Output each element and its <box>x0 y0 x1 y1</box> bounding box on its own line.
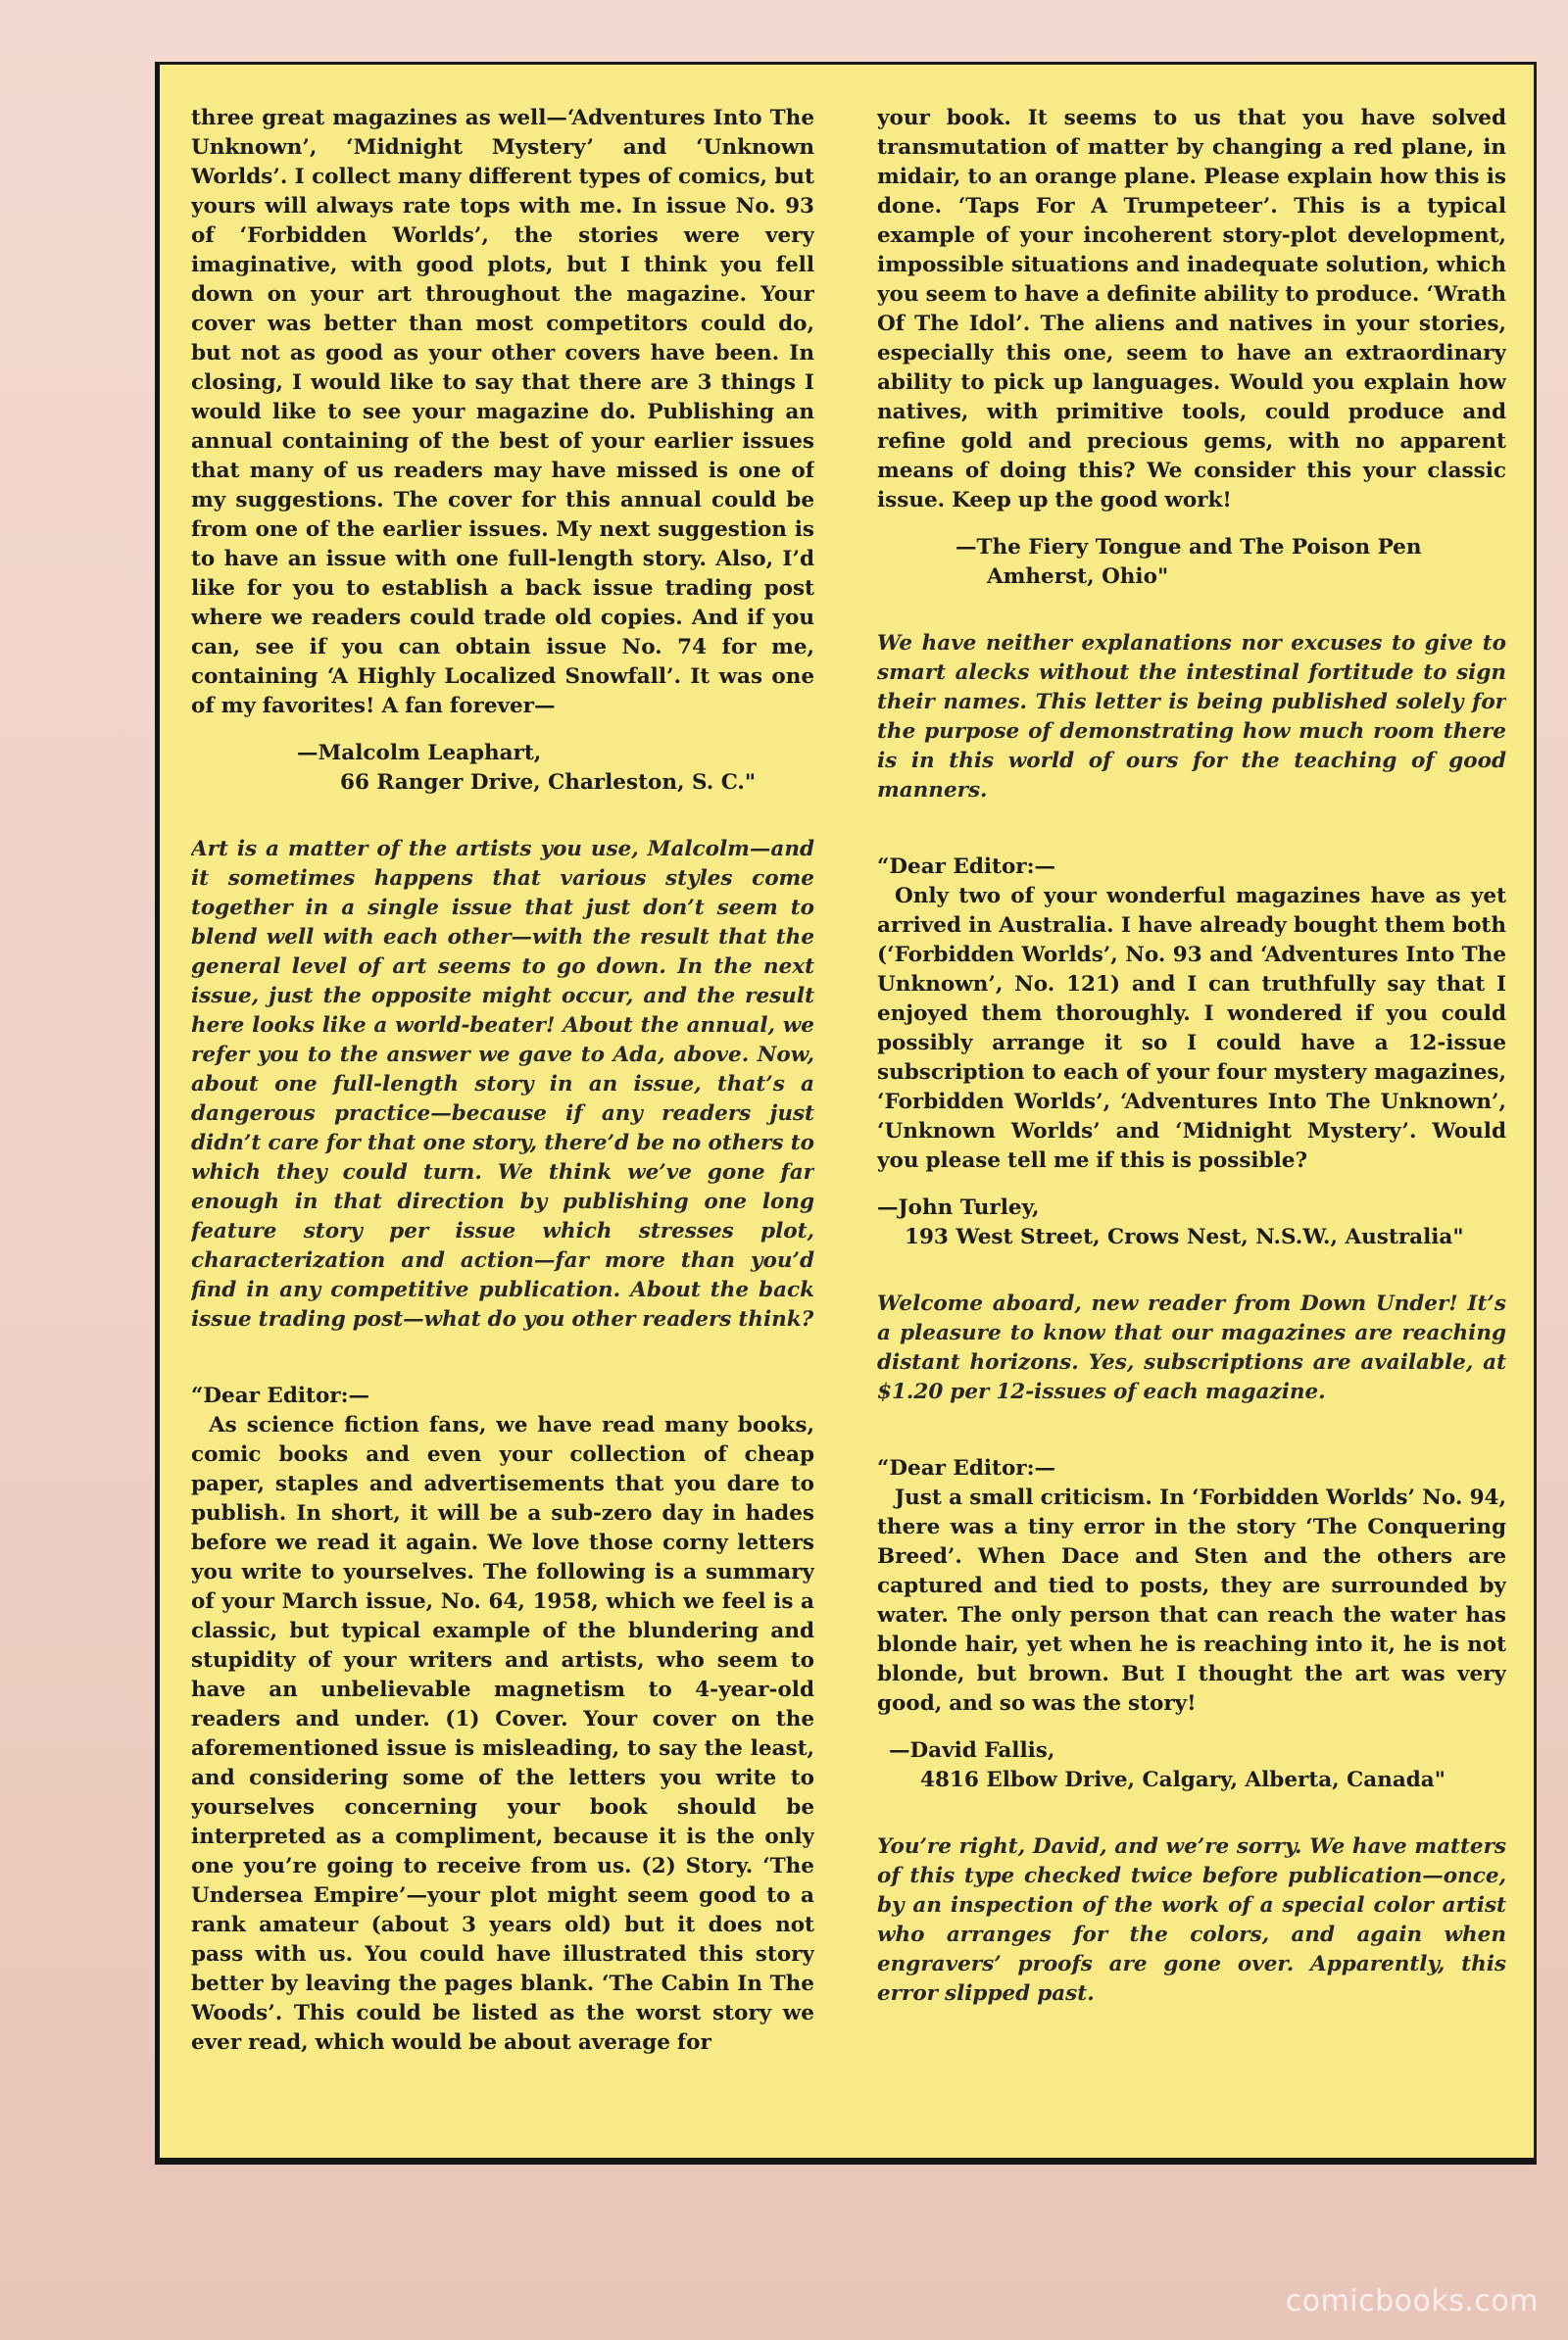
letter-greeting: “Dear Editor:— <box>191 1384 370 1408</box>
spacer <box>191 1335 814 1382</box>
spacer <box>877 1795 1506 1832</box>
spacer <box>877 592 1506 629</box>
letter-greeting: “Dear Editor:— <box>877 1456 1056 1481</box>
left-column <box>191 104 814 2138</box>
signature-address: 4816 Elbow Drive, Calgary, Alberta, Canada" <box>920 1768 1446 1792</box>
signature-name: —John Turley, <box>877 1195 1040 1220</box>
signature-name: —The Fiery Tongue and The Poison Pen <box>956 535 1422 560</box>
letter-text: Only two of your wonderful magazines have as yet arrived in Australia. I have already bought them both (‘Forbidden Worlds’, No. 93 and ‘Adventures Into The Unknown’, No. 121) and I can truthfully say that I enjoyed them thoroughly. I wondered if you could possibly arrange it so I could have a 12-issue subscription to each of your four mystery magazines, ‘Forbidden Worlds’, ‘Adventures Into The Unknown’, ‘Unknown Worlds’ and ‘Midnight Mystery’. Would you please tell me if this is possible? <box>877 884 1506 1173</box>
signature-address: Amherst, Ohio" <box>987 564 1169 589</box>
editor-reply: Art is a matter of the artists you use, Malcolm—and it sometimes happens that various styles come together in a single issue that just don’t seem to blend well with each other—with the result that the general level of art seems to go down. In the next issue, just the opposite might occur, and the result here looks like a world-beater! About the annual, we refer you to the answer we gave to Ada, above. Now, about one full-length story in an issue, that’s a dangerous practice—because if any readers just didn’t care for that one story, there’d be no others to which they could turn. We think we’ve gone far enough in that direction by publishing one long feature story per issue which stresses plot, characterization and action—far more than you’d find in any competitive publication. About the back issue trading post—what do you other readers think? <box>191 837 814 1332</box>
spacer <box>877 515 1506 533</box>
spacer <box>877 1176 1506 1194</box>
letter-greeting: “Dear Editor:— <box>877 854 1056 879</box>
spacer <box>877 805 1506 853</box>
spacer <box>191 798 814 835</box>
letter-signature <box>191 739 814 798</box>
letter-text: As science fiction fans, we have read many books, comic books and even your collection of cheap paper, staples and advertisements that you dare to publish. In short, it will be a sub-zero day in hades before we read it again. We love those corny letters you write to yourselves. The following is a summary of your March issue, No. 64, 1958, which we feel is a classic, but typical example of the blundering and stupidity of your writers and artists, who seem to have an unbelievable magnetism to 4-year-old readers and under. (1) Cover. Your cover on the aforementioned issue is misleading, to say the least, and considering some of the letters you write to yourselves concerning your book should be interpreted as a compliment, because it is the only one you’re going to receive from us. (2) Story. ‘The Undersea Empire’—your plot might seem good to a rank amateur (about 3 years old) but it does not pass with us. You could have illustrated this story better by leaving the pages blank. ‘The Cabin In The Woods’. This could be listed as the worst story we ever read, which would be about average for <box>191 1413 814 2055</box>
signature-name: —Malcolm Leaphart, <box>297 741 542 765</box>
letter-signature <box>877 1194 1506 1252</box>
letter-signature <box>877 533 1506 592</box>
letter-text: three great magazines as well—‘Adventures Into The Unknown’, ‘Midnight Mystery’ and ‘Unknown Worlds’. I collect many different types of comics, but yours will always rate tops with me. In issue No. 93 of ‘Forbidden Worlds’, the stories were very imaginative, with good plots, but I think you fell down on your art throughout the magazine. Your cover was better than most competitors could do, but not as good as your other covers have been. In closing, I would like to say that there are 3 things I would like to see your magazine do. Publishing an annual containing of the best of your earlier issues that many of us readers may have missed is one of my suggestions. The cover for this annual could be from one of the earlier issues. My next suggestion is to have an issue with one full-length story. Also, I’d like for you to establish a back issue trading post where we readers could trade old copies. And if you can, see if you can obtain issue No. 74 for me, containing ‘A Highly Localized Snowfall’. It was one of my favorites! A fan forever— <box>191 106 814 718</box>
signature-name: —David Fallis, <box>889 1738 1055 1763</box>
editor-reply: You’re right, David, and we’re sorry. We have matters of this type checked twice before publication—once, by an inspection of the work of a special color artist who arranges for the colors, and again when engravers’ proofs are gone over. Apparently, this error slipped past. <box>877 1834 1506 2006</box>
spacer <box>877 1719 1506 1736</box>
spacer <box>877 1252 1506 1290</box>
spacer <box>191 721 814 739</box>
signature-address: 66 Ranger Drive, Charleston, S. C." <box>340 770 757 795</box>
right-column <box>877 104 1506 2138</box>
spacer <box>877 1407 1506 1454</box>
editor-reply: Welcome aboard, new reader from Down Under! It’s a pleasure to know that our magazines are reaching distant horizons. Yes, subscriptions are available, at $1.20 per 12-issues of each magazine. <box>877 1292 1506 1404</box>
letter-text: Just a small criticism. In ‘Forbidden Worlds’ No. 94, there was a tiny error in the story ‘The Conquering Breed’. When Dace and Sten and the others are captured and tied to posts, they are surrounded by water. The only person that can reach the water has blonde hair, yet when he is reaching into it, he is not blonde, but brown. But I thought the art was very good, and so was the story! <box>877 1486 1506 1716</box>
site-watermark: comicbooks.com <box>1285 2284 1539 2318</box>
letter-signature <box>877 1736 1506 1795</box>
letter-text: your book. It seems to us that you have solved transmutation of matter by changing a red plane, in midair, to an orange plane. Please explain how this is done. ‘Taps For A Trumpeteer’. This is a typical example of your incoherent story-plot development, impossible situations and inadequate solution, which you seem to have a definite ability to produce. ‘Wrath Of The Idol’. The aliens and natives in your stories, especially this one, seem to have an extraordinary ability to pick up languages. Would you explain how natives, with primitive tools, could produce and refine gold and precious gems, with no apparent means of doing this? We consider this your classic issue. Keep up the good work! <box>877 106 1506 512</box>
letters-panel <box>155 62 1537 2165</box>
signature-address: 193 West Street, Crows Nest, N.S.W., Australia" <box>905 1225 1464 1249</box>
editor-reply: We have neither explanations nor excuses to give to smart alecks without the intestinal fortitude to sign their names. This letter is being published solely for the purpose of demonstrating how much room there is in this world of ours for the teaching of good manners. <box>877 631 1506 803</box>
